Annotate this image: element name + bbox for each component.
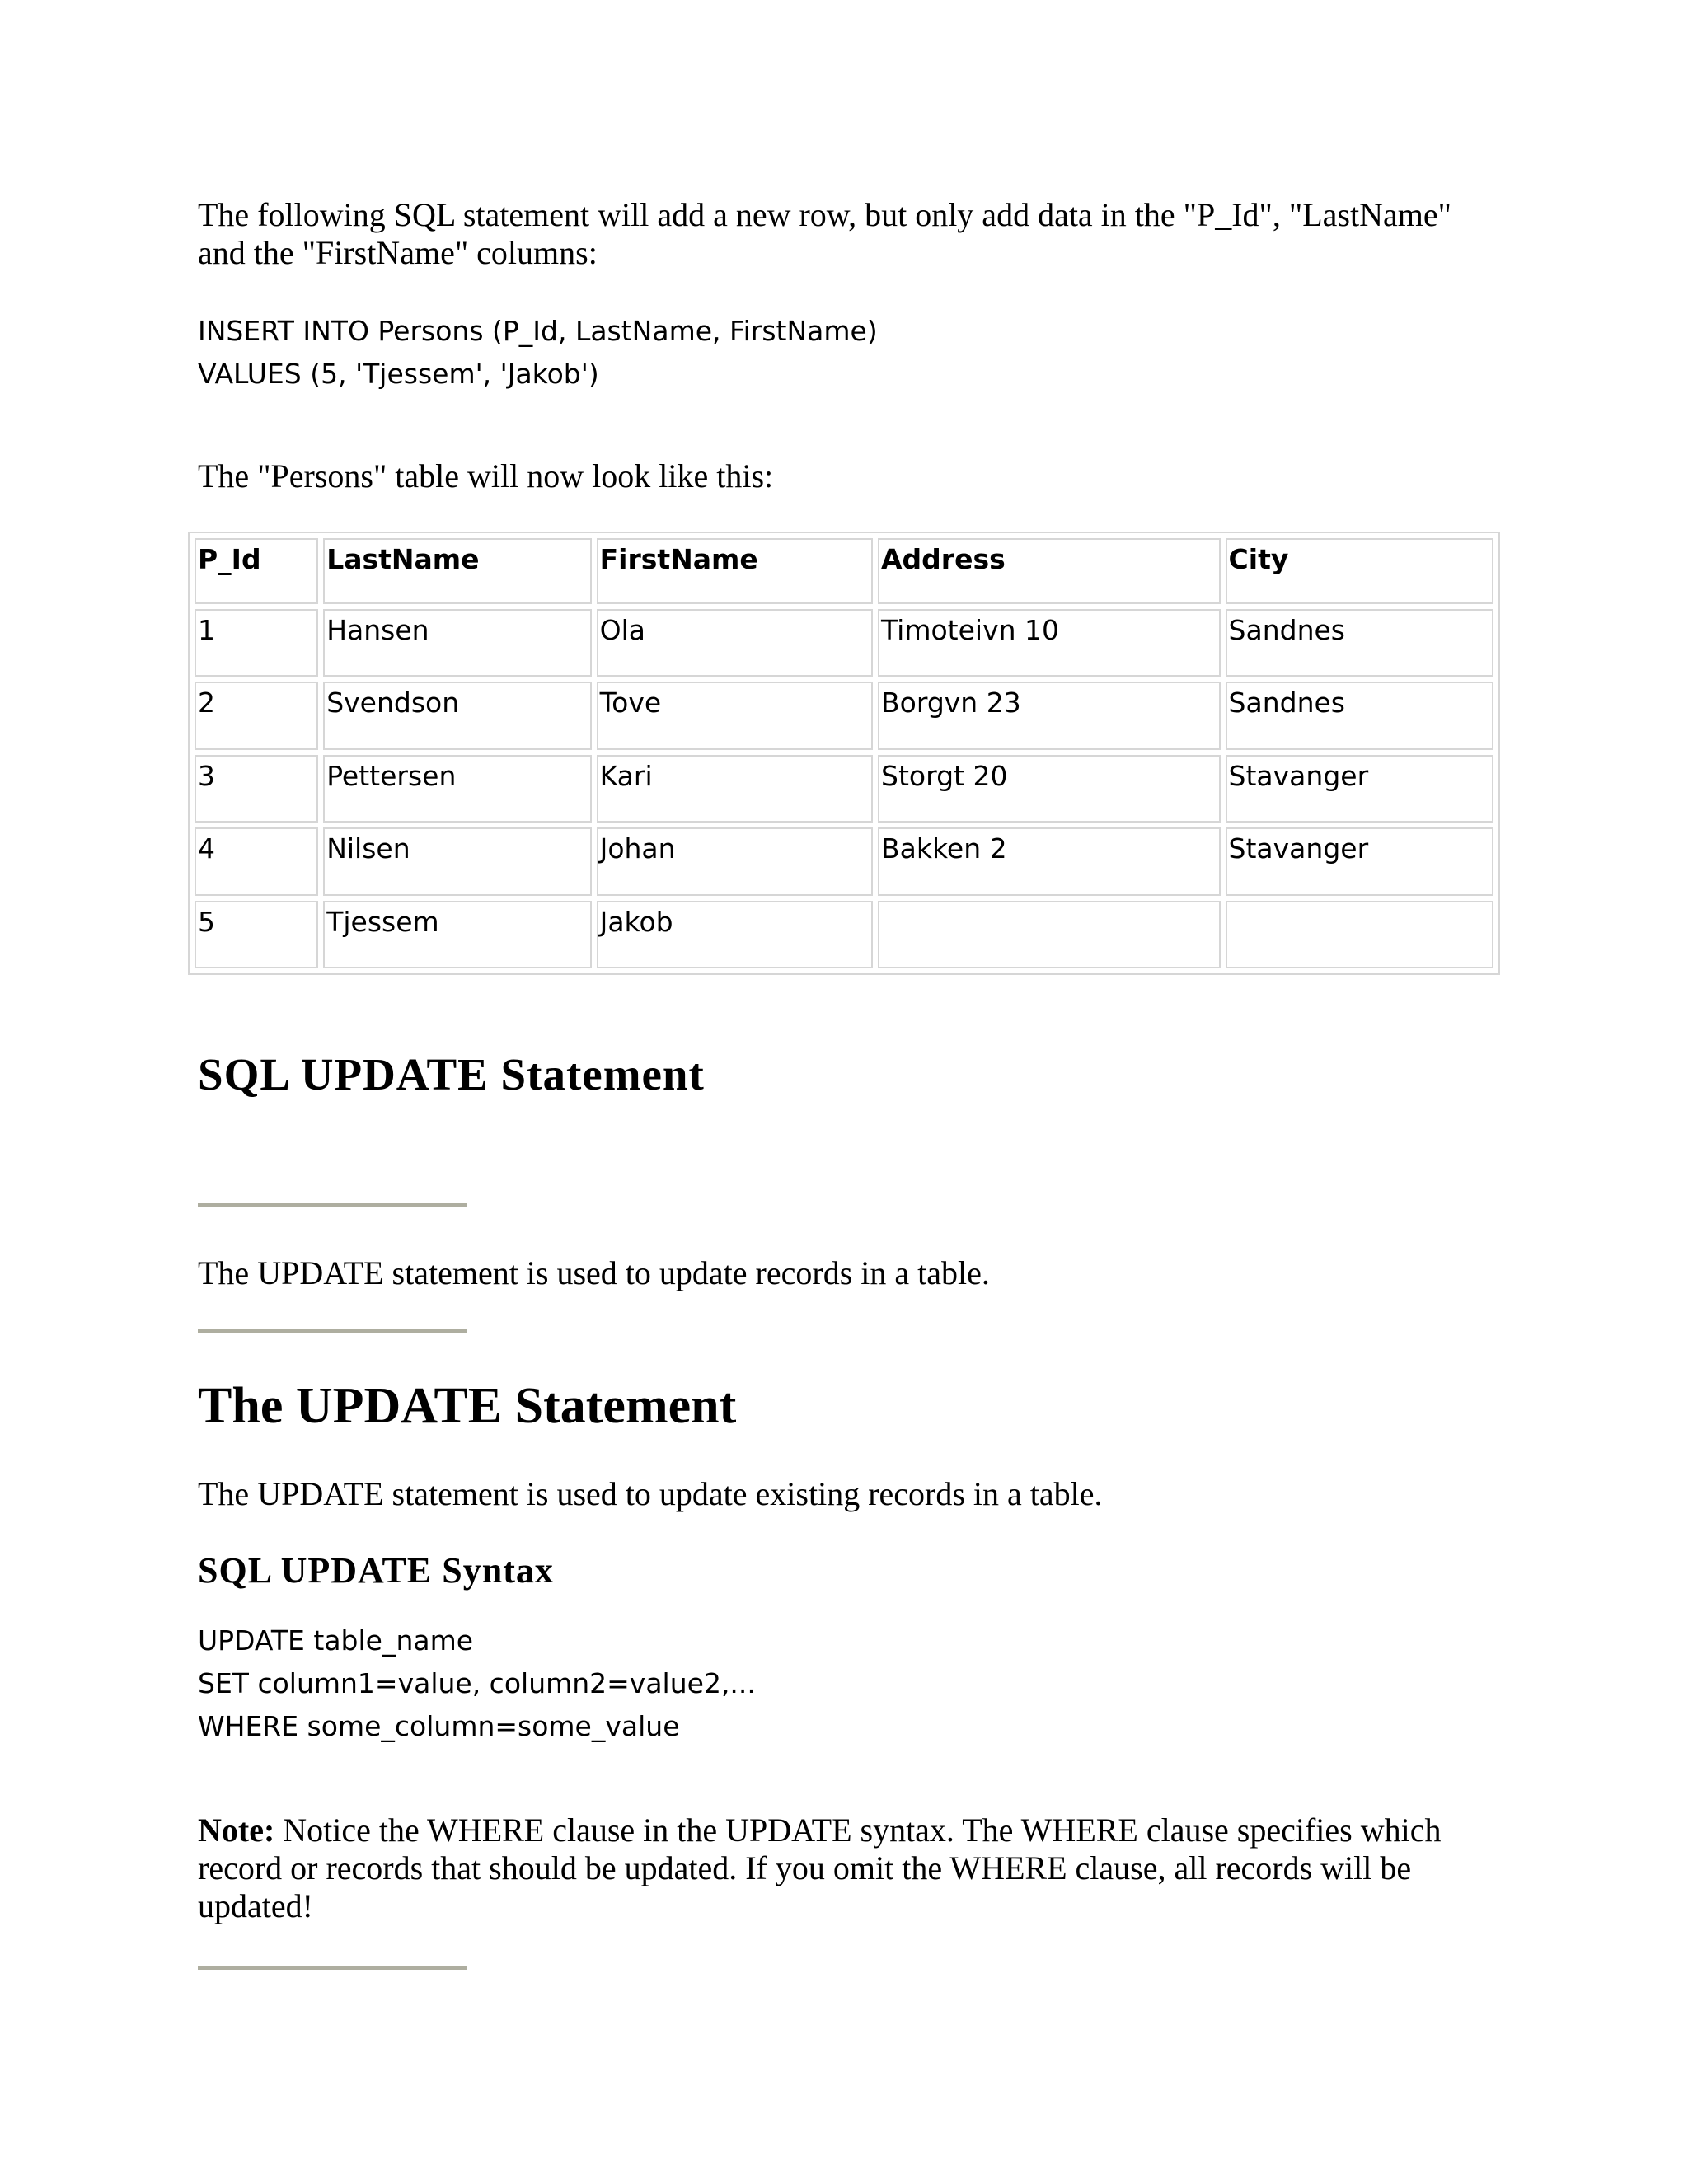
note-text: Notice the WHERE clause in the UPDATE syntax. The WHERE clause specifies which record or records that should be updated. If you omit the WHERE clause, all records will be updated! — [198, 1811, 1442, 1924]
persons-table — [188, 532, 1500, 975]
table-cell — [878, 901, 1221, 968]
section-description: The UPDATE statement is used to update records in a table. — [198, 1254, 990, 1291]
table-cell: Bakken 2 — [878, 827, 1221, 895]
note-label: Note: — [198, 1811, 275, 1849]
table-cell: Hansen — [323, 609, 591, 677]
table-cell: Tjessem — [323, 901, 591, 968]
table-cell: Pettersen — [323, 755, 591, 823]
table-cell: Kari — [597, 755, 873, 823]
table-cell — [1226, 901, 1493, 968]
horizontal-rule — [198, 1966, 467, 1970]
table-cell: 3 — [195, 755, 318, 823]
update-statement-title: The UPDATE Statement — [198, 1378, 737, 1434]
table-row — [195, 682, 1493, 749]
table-cell: 5 — [195, 901, 318, 968]
syntax-code-block — [198, 1619, 756, 1748]
code-line: INSERT INTO Persons (P_Id, LastName, FirstName) — [198, 315, 878, 347]
code-line: SET column1=value, column2=value2,... — [198, 1667, 756, 1699]
table-cell: Stavanger — [1226, 827, 1493, 895]
table-cell: Borgvn 23 — [878, 682, 1221, 749]
table-cell: Tove — [597, 682, 873, 749]
table-cell: 2 — [195, 682, 318, 749]
column-header-lastname: LastName — [323, 538, 591, 604]
table-header-row — [195, 538, 1493, 604]
column-header-address: Address — [878, 538, 1221, 604]
table-cell: Stavanger — [1226, 755, 1493, 823]
table-cell: Sandnes — [1226, 682, 1493, 749]
table-row — [195, 755, 1493, 823]
table-intro-paragraph: The "Persons" table will now look like this: — [198, 457, 774, 494]
horizontal-rule — [198, 1329, 467, 1333]
table-row — [195, 827, 1493, 895]
column-header-p-id: P_Id — [195, 538, 318, 604]
table-cell: Nilsen — [323, 827, 591, 895]
table-cell: Jakob — [597, 901, 873, 968]
column-header-city: City — [1226, 538, 1493, 604]
code-line: UPDATE table_name — [198, 1624, 474, 1657]
table-cell: 4 — [195, 827, 318, 895]
table-cell: Svendson — [323, 682, 591, 749]
table-cell: Ola — [597, 609, 873, 677]
intro-paragraph: The following SQL statement will add a new row, but only add data in the "P_Id", "LastName" and the "FirstName" columns: — [198, 196, 1451, 271]
insert-code-block — [198, 310, 878, 396]
table-cell: Johan — [597, 827, 873, 895]
code-line: VALUES (5, 'Tjessem', 'Jakob') — [198, 358, 599, 390]
table-row — [195, 609, 1493, 677]
table-cell: Timoteivn 10 — [878, 609, 1221, 677]
update-statement-description: The UPDATE statement is used to update existing records in a table. — [198, 1475, 1103, 1512]
column-header-firstname: FirstName — [597, 538, 873, 604]
table-cell: Sandnes — [1226, 609, 1493, 677]
code-line: WHERE some_column=some_value — [198, 1710, 680, 1742]
syntax-title: SQL UPDATE Syntax — [198, 1550, 554, 1591]
section-title: SQL UPDATE Statement — [198, 1049, 705, 1099]
table-cell: 1 — [195, 609, 318, 677]
table-row — [195, 901, 1493, 968]
horizontal-rule — [198, 1203, 467, 1207]
note-paragraph — [198, 1811, 1500, 1925]
table-cell: Storgt 20 — [878, 755, 1221, 823]
